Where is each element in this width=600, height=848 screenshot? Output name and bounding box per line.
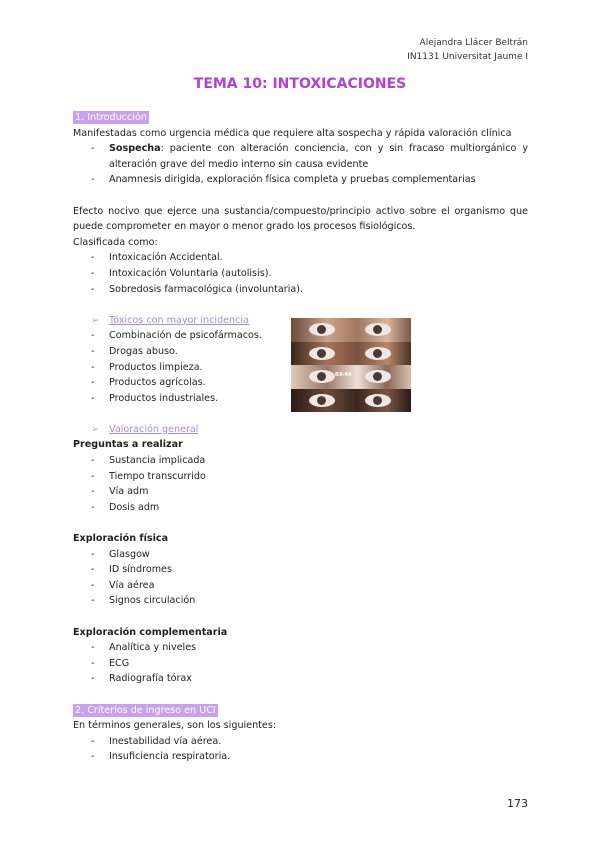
eyes-strip [291,342,411,366]
list-item: - Sobredosis farmacológica (involuntaria). [73,282,528,298]
section-heading-criterios-uci: 2. Criterios de ingreso en UCI [75,704,216,716]
efecto-paragraph: Efecto nocivo que ejerce una sustancia/compuesto/principio activo sobre el organismo que puede comprometer en mayor o menor grado los procesos fisiológicos. [73,205,528,233]
toxicos-link[interactable]: Tóxicos con mayor incidencia [109,314,249,326]
list-item: - Inestabilidad vía aérea. [73,734,528,750]
list-item: - Productos limpieza. [73,360,528,376]
page-number: 173 [507,797,528,810]
photo-label: RX-44 [335,372,352,378]
list-item: - ECG [73,656,528,672]
preguntas-list [73,453,528,515]
list-item: - Sustancia implicada [73,453,528,469]
document-body [73,110,528,765]
arrow-icon: ➢ [91,423,100,435]
list-item: - Radiografía tórax [73,671,528,687]
criterios-list [73,734,528,765]
list-item: - Drogas abuso. [73,344,528,360]
valoracion-link[interactable]: Valoración general [109,423,199,435]
section-heading-introduccion: 1. Introducción [75,112,147,123]
page-title: TEMA 10: INTOXICACIONES [193,76,407,92]
list-item: - Signos circulación [73,593,528,609]
course-name: IN1131 Universitat Jaume I [407,52,528,62]
sospecha-text: : paciente con alteración conciencia, con y sin fracaso multiorgánico y alteración grave del medio interno sin causa evidente [109,143,528,170]
complementaria-heading: Exploración complementaria [73,626,228,638]
arrow-icon: ➢ [91,314,100,326]
exploracion-heading: Exploración física [73,533,169,545]
criterios-intro: En términos generales, son los siguientes: [73,720,277,732]
list-item: - Insuficiencia respiratoria. [73,749,528,765]
eyes-strip [291,389,411,413]
exploracion-list [73,547,528,609]
page-header [407,36,528,64]
list-item: - ID síndromes [73,562,528,578]
list-item: - Combinación de psicofármacos. [73,328,528,344]
intro-list [73,141,528,188]
list-item: - Vía aérea [73,578,528,594]
eyes-strip [291,365,411,389]
eyes-strip [291,318,411,342]
list-item: - Glasgow [73,547,528,563]
list-item: - Dosis adm [73,500,528,516]
list-item: - Intoxicación Accidental. [73,250,528,266]
list-item: - Anamnesis dirigida, exploración física completa y pruebas complementarias [73,172,528,188]
preguntas-heading: Preguntas a realizar [73,439,183,451]
list-item: - Intoxicación Voluntaria (autolisis). [73,266,528,282]
subheading-valoracion [73,422,528,438]
list-item: - Productos industriales. [73,391,528,407]
author-name: Alejandra Llácer Beltrán [419,38,528,48]
list-item: - Tiempo transcurrido [73,469,528,485]
clasificada-label: Clasificada como: [73,236,158,248]
list-item [73,141,528,172]
clasificacion-list [73,250,528,297]
list-item: - Productos agrícolas. [73,375,528,391]
intro-paragraph: Manifestadas como urgencia médica que requiere alta sospecha y rápida valoración clínica [73,127,512,139]
eyes-photo [291,318,411,412]
sospecha-term: Sospecha [109,143,161,155]
list-item: - Analítica y niveles [73,640,528,656]
list-item: - Vía adm [73,484,528,500]
complementaria-list [73,640,528,687]
